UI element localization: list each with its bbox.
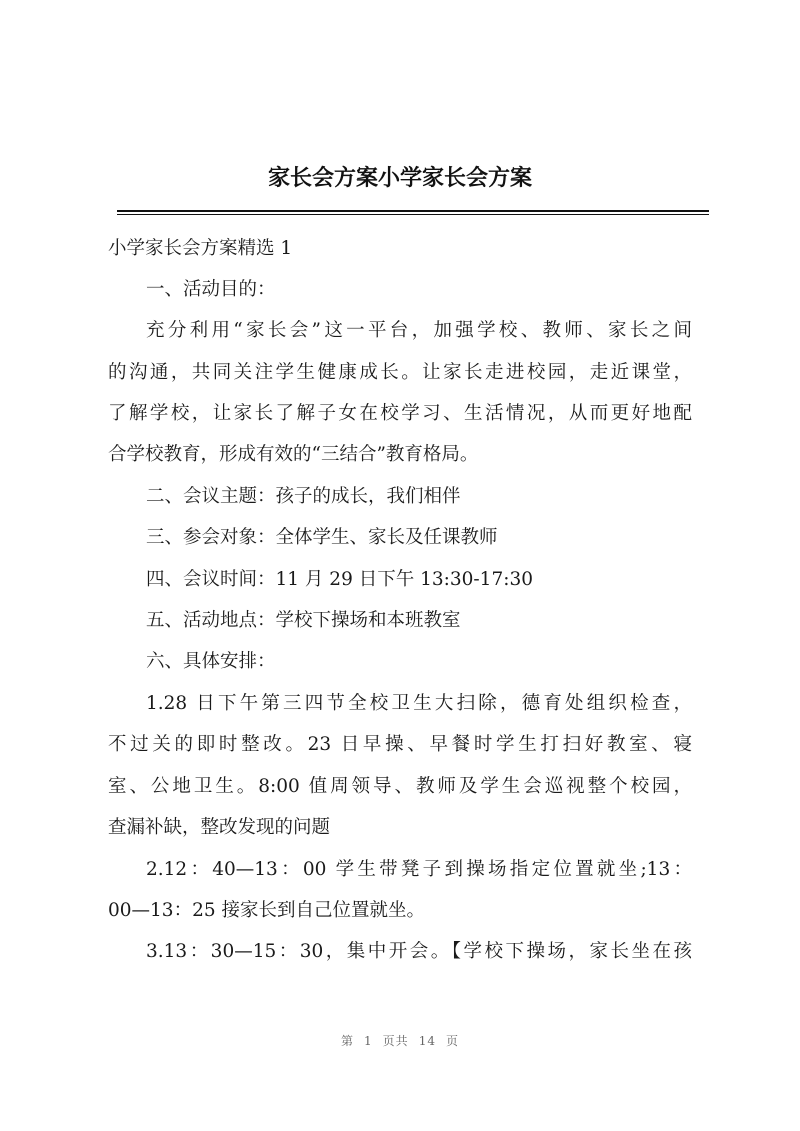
title-divider-thin: [117, 214, 709, 215]
footer-mid: 页共: [382, 1034, 409, 1048]
footer-total-pages: 14: [418, 1034, 436, 1048]
title-divider: [117, 210, 709, 212]
paragraph-line: 了解学校，让家长了解子女在校学习、生活情况，从而更好地配: [108, 403, 692, 424]
footer-prefix: 第: [341, 1034, 355, 1048]
paragraph-line: 四、会议时间：11 月 29 日下午 13:30-17:30: [146, 569, 533, 590]
paragraph-line: 六、具体安排：: [146, 651, 276, 672]
paragraph-line: 的沟通，共同关注学生健康成长。让家长走进校园，走近课堂，: [108, 362, 692, 383]
paragraph-line: 1.28 日下午第三四节全校卫生大扫除，德育处组织检查，: [146, 693, 692, 714]
paragraph-line: 查漏补缺，整改发现的问题: [108, 817, 331, 838]
footer-page-number: 1: [364, 1034, 373, 1048]
paragraph-line: 3.13：30—15：30，集中开会。【学校下操场，家长坐在孩: [146, 941, 692, 962]
paragraph-line: 一、活动目的：: [146, 279, 276, 300]
page-title: 家长会方案小学家长会方案: [267, 165, 532, 191]
paragraph-line: 合学校教育，形成有效的“三结合”教育格局。: [108, 444, 479, 465]
footer-suffix: 页: [445, 1034, 459, 1048]
section-heading: 小学家长会方案精选 1: [108, 238, 293, 259]
paragraph-line: 二、会议主题：孩子的成长，我们相伴: [146, 486, 461, 507]
paragraph-line: 充分利用“家长会”这一平台，加强学校、教师、家长之间: [146, 320, 692, 341]
paragraph-line: 2.12：40—13：00 学生带凳子到操场指定位置就坐;13：: [146, 859, 692, 880]
paragraph-line: 不过关的即时整改。23 日早操、早餐时学生打扫好教室、寝: [108, 734, 692, 755]
paragraph-line: 三、参会对象：全体学生、家长及任课教师: [146, 527, 498, 548]
paragraph-line: 五、活动地点：学校下操场和本班教室: [146, 610, 461, 631]
paragraph-line: 00—13：25 接家长到自己位置就坐。: [108, 900, 426, 921]
paragraph-line: 室、公地卫生。8:00 值周领导、教师及学生会巡视整个校园，: [108, 776, 692, 797]
page-footer: [0, 1031, 800, 1051]
